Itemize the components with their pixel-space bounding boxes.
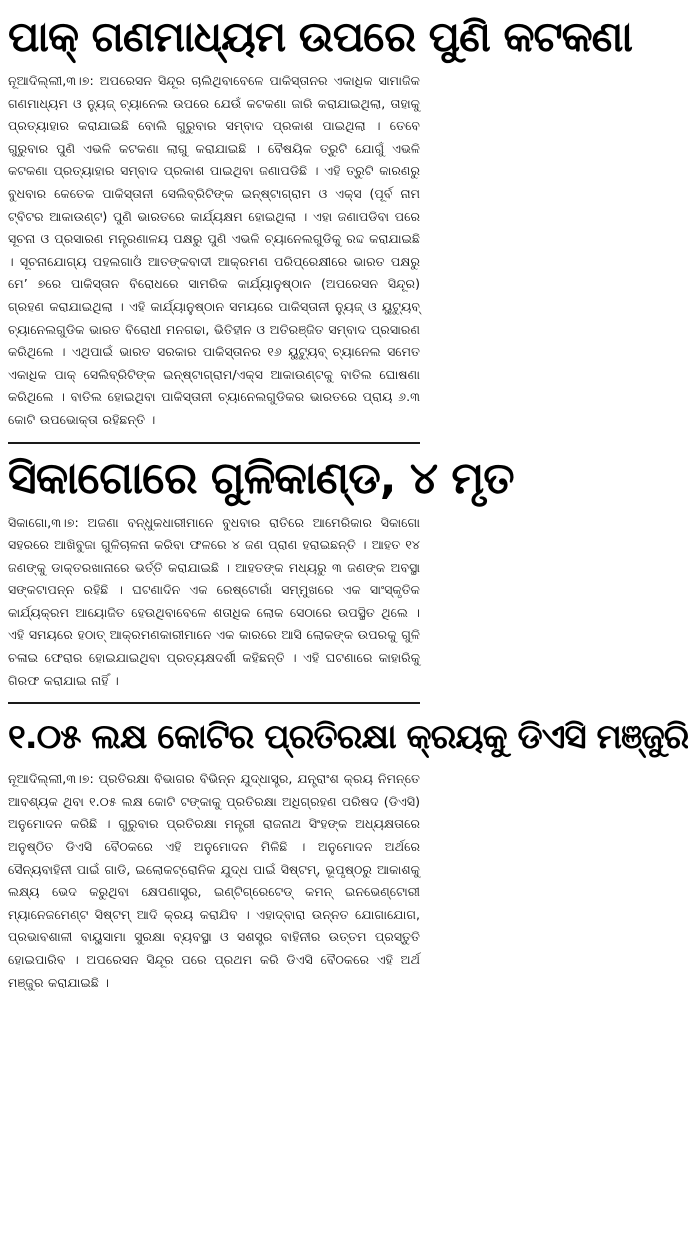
story-body: ନୂଆଦିଲ୍ଲୀ,୩।୭: ଅପରେସନ ସିନ୍ଦୂର ଚାଲିଥିବାବେଳେ ପାକିସ୍ତାନର ଏକାଧିକ ସାମାଜିକ ଗଣମାଧ୍ୟମ ଓ ନ୍ୟୁଜ୍ ଚ୍ୟାନେଲ ଉପରେ ଯେଉଁ କଟକଣା ଜାରି କରାଯାଇଥିଲା, ତାହାକୁ ପ୍ରତ୍ୟାହାର କରାଯାଇଛି ବୋଲି ଗୁରୁବାର ସମ୍ବାଦ ପ୍ରକାଶ ପାଇଥିଲା । ତେବେ ଗୁରୁବାର ପୁଣି ଏଭଳି କଟକଣା ଲାଗୁ କରାଯାଇଛି । ବୈଷୟିକ ତ୍ରୁଟି ଯୋଗୁଁ ଏଭଳି କଟକଣା ପ୍ରତ୍ୟାହାର ସମ୍ବାଦ ପ୍ରକାଶ ପାଇଥିବା ଜଣାପଡିଛି । ଏହି ତ୍ରୁଟି କାରଣରୁ ବୁଧବାର କେତେକ ପାକିସ୍ତାନୀ ସେଲିବ୍ରିଟିଙ୍କ ଇନ୍‌ଷ୍ଟାଗ୍ରାମ ଓ ଏକ୍ସ (ପୂର୍ବ ନାମ ଟ୍ବିଟର ଆକାଉଣ୍ଟ) ପୁଣି ଭାରତରେ କାର୍ଯ୍ୟକ୍ଷମ ହୋଇଥିଲା । ଏହା ଜଣାପଡିବା ପରେ ସୂଚନା ଓ ପ୍ରସାରଣ ମନ୍ତ୍ରଣାଳୟ ପକ୍ଷରୁ ପୁଣି ଏଭଳି ଚ୍ୟାନେଲଗୁଡିକୁ ରଦ୍ଦ କରାଯାଇଛି । ସୂଚନାଯୋଗ୍ୟ ପହଲଗାଓଁ ଆତଙ୍କବାଦୀ ଆକ୍ରମଣ ପରିପ୍ରେକ୍ଷୀରେ ଭାରତ ପକ୍ଷରୁ ମେ’ ୭ରେ ପାକିସ୍ତାନ ବିରୋଧରେ ସାମରିକ କାର୍ଯ୍ୟାନୁଷ୍ଠାନ (ଅପରେସନ ସିନ୍ଦୂର) ଗ୍ରହଣ କରାଯାଇଥିଲା । ଏହି କାର୍ଯ୍ୟାନୁଷ୍ଠାନ ସମୟରେ ପାକିସ୍ତାନୀ ନ୍ୟୁଜ୍ ଓ ୟୁଟ୍ୟୁବ୍ ଚ୍ୟାନେଲଗୁଡିକ ଭାରତ ବିରୋଧୀ ମନଗଢା, ଭିତିହୀନ ଓ ଅତିରଞ୍ଜିତ ସମ୍ବାଦ ପ୍ରସାରଣ କରିଥିଲେ । ଏଥିପାଇଁ ଭାରତ ସରକାର ପାକିସ୍ତାନର ୧୬ ୟୁଟ୍ୟୁବ୍ ଚ୍ୟାନେଲ ସମେତ ଏକାଧିକ ପାକ୍ ସେଲିବ୍ରିଟିଙ୍କ ଇନ୍‌ଷ୍ଟାଗ୍ରାମ/ଏକ୍ସ ଆକାଉଣ୍ଟକୁ ବାତିଲ ଘୋଷଣା କରିଥିଲେ । ବାତିଲ ହୋଇଥିବା ପାକିସ୍ତାନୀ ଚ୍ୟାନେଲଗୁଡିକର ଭାରତରେ ପ୍ରାୟ ୬.୩ କୋଟି ଉପଭୋକ୍ତା ରହିଛନ୍ତି । [8, 73, 420, 427]
story-headline: ପାକ୍ ଗଣମାଧ୍ୟମ ଉପରେ ପୁଣି କଟକଣା [8, 12, 632, 61]
story-body: ସିକାଗୋ,୩।୭: ଅଜଣା ବନ୍ଧୁକଧାରୀମାନେ ବୁଧବାର ରାତିରେ ଆମେରିକାର ସିକାଗୋ ସହରରେ ଆଖିବୁଜା ଗୁଳିଚାଳନା କରିବା ଫଳରେ ୪ ଜଣ ପ୍ରାଣ ହରାଇଛନ୍ତି । ଆହତ ୧୪ ଜଣଙ୍କୁ ଡାକ୍ତରଖାନାରେ ଭର୍ତ୍ତି କରାଯାଇଛି । ଆହତଙ୍କ ମଧ୍ୟରୁ ୩ ଜଣଙ୍କ ଅବସ୍ଥା ସଙ୍କଟାପନ୍ନ ରହିଛି । ଘଟଣାଦିନ ଏକ ରେଷ୍ଟୋରାଁ ସମ୍ମୁଖରେ ଏକ ସାଂସ୍କୃତିକ କାର୍ଯ୍ୟକ୍ରମ ଆୟୋଜିତ ହେଉଥିବାବେଳେ ଶତାଧିକ ଲୋକ ସେଠାରେ ଉପସ୍ଥିତ ଥିଲେ । ଏହି ସମୟରେ ହଠାତ୍ ଆକ୍ରମଣକାରୀମାନେ ଏକ କାରରେ ଆସି ଲୋକଙ୍କ ଉପରକୁ ଗୁଳି ଚଳାଇ ଫେରାର ହୋଇଯାଇଥିବା ପ୍ରତ୍ୟକ୍ଷଦର୍ଶୀ କହିଛନ୍ତି । ଏହି ଘଟଣାରେ କାହାରିକୁ ଗିରଫ କରାଯାଇ ନାହିଁ । [8, 514, 420, 688]
story-divider [8, 702, 420, 704]
story-headline: ସିକାଗୋରେ ଗୁଳିକାଣ୍ଡ, ୪ ମୃତ [8, 452, 514, 504]
story-body: ନୂଆଦିଲ୍ଲୀ,୩।୭: ପ୍ରତିରକ୍ଷା ବିଭାଗର ବିଭିନ୍ନ ଯୁଦ୍ଧାସ୍ତ୍ର, ଯନ୍ତ୍ରାଂଶ କ୍ରୟ ନିମନ୍ତେ ଆବଶ୍ୟକ ଥିବା ୧.୦୫ ଲକ୍ଷ କୋଟି ଟଙ୍କାକୁ ପ୍ରତିରକ୍ଷା ଅଧିଗ୍ରହଣ ପରିଷଦ (ଡିଏସି) ଅନୁମୋଦନ କରିଛି । ଗୁରୁବାର ପ୍ରତିରକ୍ଷା ମନ୍ତ୍ରୀ ରାଜନାଥ ସିଂହଙ୍କ ଅଧ୍ୟକ୍ଷତାରେ ଅନୁଷ୍ଠିତ ଡିଏସି ବୈଠକରେ ଏହି ଅନୁମୋଦନ ମିଳିଛି । ଅନୁମୋଦନ ଅର୍ଥରେ ସୈନ୍ୟବାହିନୀ ପାଇଁ ଗାଡି, ଇଲୋକଟ୍ରୋନିକ ଯୁଦ୍ଧ ପାଇଁ ସିଷ୍ଟମ୍, ଭୂପୃଷ୍ଠରୁ ଆକାଶକୁ ଲକ୍ଷ୍ୟ ଭେଦ କରୁଥିବା କ୍ଷେପଣାସ୍ତ୍ର, ଇଣ୍ଟିଗ୍ରେଟେଡ୍ କମନ୍ ଇନଭେଣ୍ଟୋରୀ ମ୍ୟାନେଜମେଣ୍ଟ ସିଷ୍ଟମ୍ ଆଦି କ୍ରୟ କରାଯିବ । ଏହାଦ୍ବାରା ଉନ୍ନତ ଯୋଗାଯୋଗ, ପ୍ରଭାବଶାଳୀ ବାୟୁସାମା ସୁରକ୍ଷା ବ୍ୟବସ୍ଥା ଓ ସଶସ୍ତ୍ର ବାହିନୀର ଉତ୍ତମ ପ୍ରସ୍ତୁତି ହୋଇପାରିବ । ଅପରେସନ ସିନ୍ଦୂର ପରେ ପ୍ରଥମ କରି ଡିଏସି ବୈଠକରେ ଏହି ଅର୍ଥ ମଞ୍ଜୁର କରାଯାଇଛି । [8, 771, 420, 990]
news-story-dac-approval [8, 708, 688, 994]
story-divider [8, 442, 420, 444]
story-headline: ୧.୦୫ ଲକ୍ଷ କୋଟିର ପ୍ରତିରକ୍ଷା କ୍ରୟକୁ ଡିଏସି ମଞ୍ଜୁରି [8, 717, 688, 758]
news-story-chicago-shooting [8, 448, 514, 693]
news-story-pak-media-ban [8, 6, 632, 432]
